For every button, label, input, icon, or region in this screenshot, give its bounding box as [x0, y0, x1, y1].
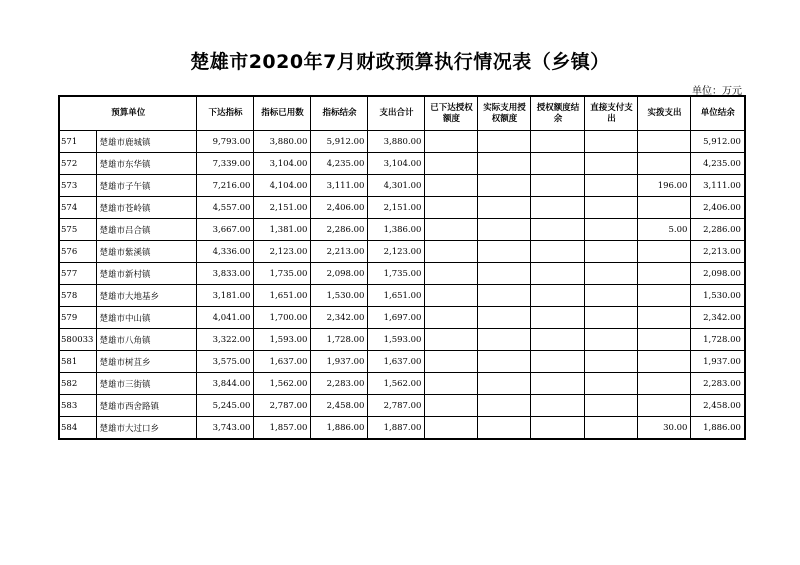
cell-authorized-quota	[425, 307, 478, 329]
cell-expenditure-total: 1,735.00	[368, 263, 425, 285]
row-unit-name: 楚雄市大地基乡	[97, 285, 197, 307]
cell-authorized-quota	[425, 175, 478, 197]
cell-expenditure-total: 1,887.00	[368, 417, 425, 440]
cell-used: 2,787.00	[254, 395, 311, 417]
cell-actual-authorized	[478, 175, 531, 197]
cell-balance: 2,342.00	[311, 307, 368, 329]
cell-allocated: 5,245.00	[197, 395, 254, 417]
cell-expenditure-total: 1,386.00	[368, 219, 425, 241]
cell-balance: 2,458.00	[311, 395, 368, 417]
cell-unit-balance: 4,235.00	[691, 153, 745, 175]
cell-unit-balance: 1,530.00	[691, 285, 745, 307]
row-code: 577	[59, 263, 97, 285]
cell-actual-allocation	[638, 285, 691, 307]
cell-authorized-quota	[425, 373, 478, 395]
cell-quota-balance	[531, 153, 585, 175]
row-code: 579	[59, 307, 97, 329]
col-header-allocated: 下达指标	[197, 96, 254, 131]
cell-balance: 5,912.00	[311, 131, 368, 153]
unit-label: 单位：万元	[692, 86, 742, 97]
cell-expenditure-total: 3,880.00	[368, 131, 425, 153]
cell-quota-balance	[531, 329, 585, 351]
cell-expenditure-total: 2,787.00	[368, 395, 425, 417]
table-row	[59, 131, 745, 153]
row-code: 576	[59, 241, 97, 263]
cell-direct-payment	[585, 175, 638, 197]
cell-balance: 2,098.00	[311, 263, 368, 285]
cell-direct-payment	[585, 373, 638, 395]
cell-authorized-quota	[425, 153, 478, 175]
cell-allocated: 4,336.00	[197, 241, 254, 263]
cell-actual-allocation	[638, 131, 691, 153]
cell-direct-payment	[585, 241, 638, 263]
table-row	[59, 351, 745, 373]
cell-quota-balance	[531, 395, 585, 417]
row-unit-name: 楚雄市东华镇	[97, 153, 197, 175]
cell-actual-authorized	[478, 153, 531, 175]
table-row	[59, 417, 745, 440]
cell-quota-balance	[531, 241, 585, 263]
row-unit-name: 楚雄市大过口乡	[97, 417, 197, 440]
cell-balance: 1,937.00	[311, 351, 368, 373]
cell-actual-authorized	[478, 373, 531, 395]
cell-quota-balance	[531, 307, 585, 329]
col-header-balance: 指标结余	[311, 96, 368, 131]
cell-authorized-quota	[425, 351, 478, 373]
row-unit-name: 楚雄市子午镇	[97, 175, 197, 197]
cell-direct-payment	[585, 351, 638, 373]
cell-direct-payment	[585, 395, 638, 417]
table-row	[59, 285, 745, 307]
row-code: 580033	[59, 329, 97, 351]
budget-table	[58, 95, 746, 440]
row-code: 582	[59, 373, 97, 395]
cell-used: 1,562.00	[254, 373, 311, 395]
row-unit-name: 楚雄市树苴乡	[97, 351, 197, 373]
cell-unit-balance: 1,937.00	[691, 351, 745, 373]
cell-actual-authorized	[478, 131, 531, 153]
col-header-actual-allocation: 实拨支出	[638, 96, 691, 131]
row-unit-name: 楚雄市苍岭镇	[97, 197, 197, 219]
cell-quota-balance	[531, 175, 585, 197]
row-unit-name: 楚雄市吕合镇	[97, 219, 197, 241]
cell-actual-allocation	[638, 373, 691, 395]
cell-authorized-quota	[425, 219, 478, 241]
cell-unit-balance: 2,458.00	[691, 395, 745, 417]
cell-used: 2,123.00	[254, 241, 311, 263]
row-unit-name: 楚雄市紫溪镇	[97, 241, 197, 263]
col-header-expenditure-total: 支出合计	[368, 96, 425, 131]
cell-authorized-quota	[425, 131, 478, 153]
cell-unit-balance: 1,886.00	[691, 417, 745, 440]
table-row	[59, 175, 745, 197]
cell-unit-balance: 2,213.00	[691, 241, 745, 263]
cell-actual-authorized	[478, 219, 531, 241]
cell-balance: 2,283.00	[311, 373, 368, 395]
col-header-unit-balance: 单位结余	[691, 96, 745, 131]
cell-authorized-quota	[425, 197, 478, 219]
col-header-direct-payment: 直接支付支出	[585, 96, 638, 131]
cell-unit-balance: 3,111.00	[691, 175, 745, 197]
cell-expenditure-total: 2,123.00	[368, 241, 425, 263]
cell-actual-allocation	[638, 329, 691, 351]
cell-quota-balance	[531, 197, 585, 219]
cell-unit-balance: 5,912.00	[691, 131, 745, 153]
cell-allocated: 3,667.00	[197, 219, 254, 241]
header-row	[59, 96, 745, 131]
cell-actual-allocation	[638, 395, 691, 417]
cell-unit-balance: 2,342.00	[691, 307, 745, 329]
row-unit-name: 楚雄市八角镇	[97, 329, 197, 351]
row-unit-name: 楚雄市鹿城镇	[97, 131, 197, 153]
row-unit-name: 楚雄市西舍路镇	[97, 395, 197, 417]
row-code: 572	[59, 153, 97, 175]
cell-balance: 1,886.00	[311, 417, 368, 440]
cell-balance: 1,728.00	[311, 329, 368, 351]
table-row	[59, 219, 745, 241]
cell-authorized-quota	[425, 329, 478, 351]
cell-authorized-quota	[425, 417, 478, 440]
col-header-used: 指标已用数	[254, 96, 311, 131]
cell-allocated: 4,557.00	[197, 197, 254, 219]
cell-actual-allocation: 30.00	[638, 417, 691, 440]
cell-unit-balance: 2,406.00	[691, 197, 745, 219]
cell-actual-allocation	[638, 351, 691, 373]
cell-quota-balance	[531, 373, 585, 395]
cell-allocated: 3,743.00	[197, 417, 254, 440]
cell-used: 1,593.00	[254, 329, 311, 351]
cell-expenditure-total: 1,562.00	[368, 373, 425, 395]
cell-quota-balance	[531, 131, 585, 153]
cell-authorized-quota	[425, 241, 478, 263]
row-code: 571	[59, 131, 97, 153]
cell-expenditure-total: 1,697.00	[368, 307, 425, 329]
cell-unit-balance: 2,098.00	[691, 263, 745, 285]
col-header-unit: 预算单位	[59, 96, 197, 131]
row-code: 575	[59, 219, 97, 241]
cell-used: 1,637.00	[254, 351, 311, 373]
cell-actual-authorized	[478, 241, 531, 263]
cell-quota-balance	[531, 417, 585, 440]
cell-allocated: 3,181.00	[197, 285, 254, 307]
cell-expenditure-total: 4,301.00	[368, 175, 425, 197]
cell-allocated: 3,575.00	[197, 351, 254, 373]
table-row	[59, 395, 745, 417]
cell-actual-allocation: 196.00	[638, 175, 691, 197]
cell-direct-payment	[585, 417, 638, 440]
cell-actual-allocation: 5.00	[638, 219, 691, 241]
cell-balance: 2,286.00	[311, 219, 368, 241]
cell-expenditure-total: 1,637.00	[368, 351, 425, 373]
row-unit-name: 楚雄市中山镇	[97, 307, 197, 329]
cell-quota-balance	[531, 285, 585, 307]
cell-used: 1,735.00	[254, 263, 311, 285]
cell-actual-authorized	[478, 285, 531, 307]
cell-used: 2,151.00	[254, 197, 311, 219]
cell-balance: 1,530.00	[311, 285, 368, 307]
table-row	[59, 241, 745, 263]
cell-allocated: 3,844.00	[197, 373, 254, 395]
cell-direct-payment	[585, 263, 638, 285]
cell-actual-authorized	[478, 417, 531, 440]
cell-used: 3,104.00	[254, 153, 311, 175]
cell-actual-authorized	[478, 329, 531, 351]
cell-used: 1,700.00	[254, 307, 311, 329]
cell-expenditure-total: 3,104.00	[368, 153, 425, 175]
cell-actual-authorized	[478, 307, 531, 329]
row-code: 574	[59, 197, 97, 219]
cell-used: 1,857.00	[254, 417, 311, 440]
cell-direct-payment	[585, 307, 638, 329]
cell-authorized-quota	[425, 395, 478, 417]
cell-actual-allocation	[638, 241, 691, 263]
cell-expenditure-total: 2,151.00	[368, 197, 425, 219]
cell-allocated: 3,322.00	[197, 329, 254, 351]
page-title: 楚雄市2020年7月财政预算执行情况表（乡镇）	[190, 51, 610, 73]
cell-allocated: 7,339.00	[197, 153, 254, 175]
cell-allocated: 3,833.00	[197, 263, 254, 285]
cell-used: 1,651.00	[254, 285, 311, 307]
cell-actual-authorized	[478, 351, 531, 373]
col-header-authorized-quota: 已下达授权额度	[425, 96, 478, 131]
cell-authorized-quota	[425, 263, 478, 285]
cell-actual-allocation	[638, 307, 691, 329]
row-code: 583	[59, 395, 97, 417]
cell-allocated: 7,216.00	[197, 175, 254, 197]
cell-actual-authorized	[478, 395, 531, 417]
cell-unit-balance: 2,286.00	[691, 219, 745, 241]
cell-used: 4,104.00	[254, 175, 311, 197]
cell-direct-payment	[585, 285, 638, 307]
cell-unit-balance: 1,728.00	[691, 329, 745, 351]
row-unit-name: 楚雄市新村镇	[97, 263, 197, 285]
cell-direct-payment	[585, 329, 638, 351]
cell-unit-balance: 2,283.00	[691, 373, 745, 395]
table-row	[59, 263, 745, 285]
cell-used: 1,381.00	[254, 219, 311, 241]
cell-authorized-quota	[425, 285, 478, 307]
cell-expenditure-total: 1,651.00	[368, 285, 425, 307]
row-code: 578	[59, 285, 97, 307]
cell-balance: 4,235.00	[311, 153, 368, 175]
row-code: 581	[59, 351, 97, 373]
cell-direct-payment	[585, 153, 638, 175]
cell-quota-balance	[531, 263, 585, 285]
cell-allocated: 4,041.00	[197, 307, 254, 329]
table-row	[59, 153, 745, 175]
cell-direct-payment	[585, 219, 638, 241]
row-unit-name: 楚雄市三街镇	[97, 373, 197, 395]
cell-actual-allocation	[638, 153, 691, 175]
cell-actual-allocation	[638, 263, 691, 285]
cell-balance: 2,213.00	[311, 241, 368, 263]
cell-quota-balance	[531, 351, 585, 373]
cell-direct-payment	[585, 131, 638, 153]
cell-allocated: 9,793.00	[197, 131, 254, 153]
cell-used: 3,880.00	[254, 131, 311, 153]
cell-expenditure-total: 1,593.00	[368, 329, 425, 351]
cell-direct-payment	[585, 197, 638, 219]
cell-actual-authorized	[478, 197, 531, 219]
table-row	[59, 307, 745, 329]
cell-balance: 2,406.00	[311, 197, 368, 219]
row-code: 573	[59, 175, 97, 197]
cell-actual-authorized	[478, 263, 531, 285]
table-row	[59, 197, 745, 219]
row-code: 584	[59, 417, 97, 440]
col-header-actual-authorized: 实际支用授权额度	[478, 96, 531, 131]
table-row	[59, 329, 745, 351]
cell-actual-allocation	[638, 197, 691, 219]
table-row	[59, 373, 745, 395]
cell-quota-balance	[531, 219, 585, 241]
col-header-quota-balance: 授权额度结余	[531, 96, 585, 131]
cell-balance: 3,111.00	[311, 175, 368, 197]
